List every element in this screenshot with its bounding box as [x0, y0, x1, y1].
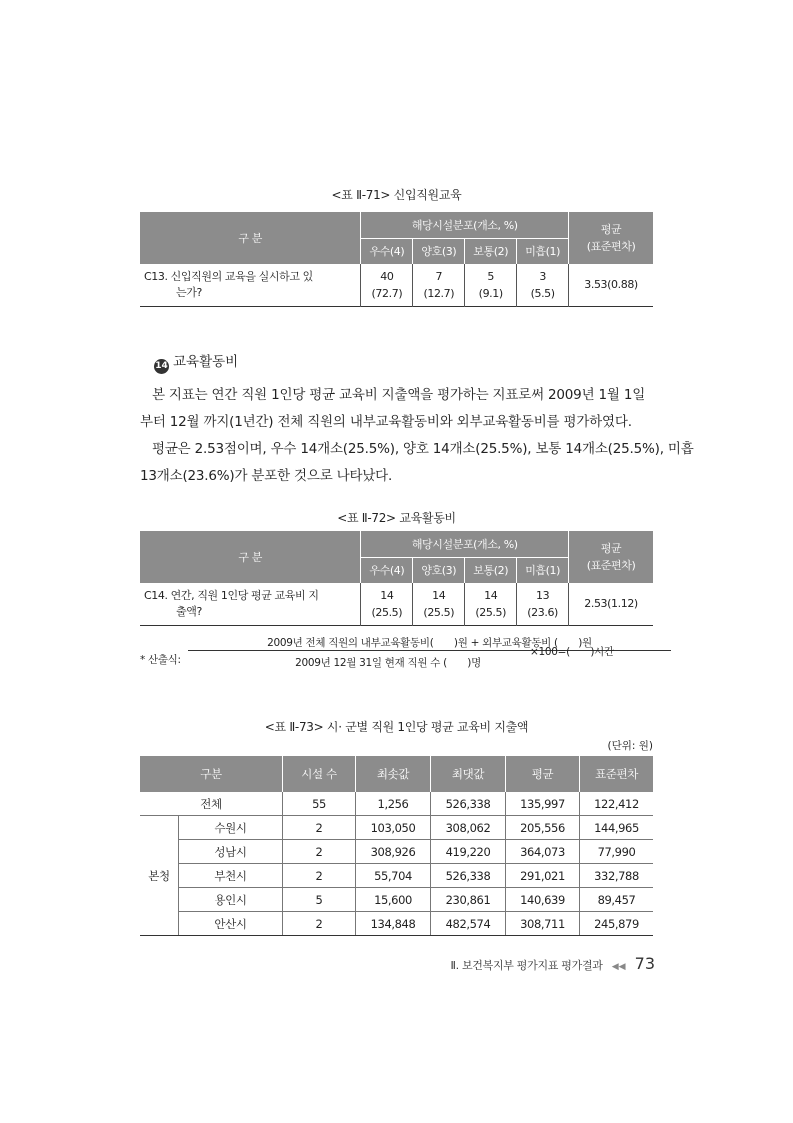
- count: 13: [536, 588, 550, 602]
- table-row-total: [140, 792, 653, 816]
- question-c13: [140, 264, 361, 306]
- section-title-text: 교육활동비: [173, 354, 239, 370]
- table-71: [140, 212, 653, 307]
- cell-sd: 122,412: [580, 792, 654, 816]
- table-73-caption: <표 Ⅱ-73> 시· 군별 직원 1인당 평균 교육비 지출액: [264, 720, 529, 734]
- formula-label: * 산출식:: [140, 654, 181, 666]
- cell-mean: 140,639: [506, 888, 580, 912]
- cell-min: 15,600: [356, 888, 431, 912]
- section-number-badge: 14: [154, 359, 169, 374]
- header-col-excellent: 우수(4): [361, 238, 413, 264]
- question-c14: [140, 583, 361, 625]
- section-title: [154, 350, 238, 374]
- table-row: [140, 912, 653, 936]
- cell-max: 526,338: [431, 792, 506, 816]
- question-line1: C14. 연간, 직원 1인당 평균 교육비 지: [144, 588, 319, 602]
- cell-min: 134,848: [356, 912, 431, 936]
- row-label: 성남시: [179, 840, 283, 864]
- cell-sd: 245,879: [580, 912, 654, 936]
- header-sd-label: (표준편차): [586, 559, 636, 572]
- header-average-label: 평균: [600, 542, 622, 555]
- header-gubun: 구 분: [238, 551, 262, 564]
- formula-numerator: 2009년 전체 직원의 내부교육활동비( )원 + 외부교육활동비 ( )원: [267, 637, 592, 649]
- cell-min: 55,704: [356, 864, 431, 888]
- unit-label: (단위: 원): [607, 740, 653, 752]
- footer-chapter-text: Ⅱ. 보건복지부 평가지표 평가결과: [450, 959, 603, 972]
- header-col-good: 양호(3): [413, 557, 465, 583]
- row-label: 수원시: [179, 816, 283, 840]
- table-73-header-row: [140, 756, 653, 792]
- question-line2: 출액?: [176, 604, 202, 618]
- header-min: 최솟값: [356, 756, 431, 792]
- row-label: 전체: [140, 792, 283, 816]
- cell-count: 2: [283, 816, 356, 840]
- header-col-good: 양호(3): [413, 238, 465, 264]
- header-average: [569, 212, 653, 264]
- cell-fair: [465, 583, 517, 625]
- count: 5: [487, 269, 495, 283]
- table-73: [140, 756, 653, 936]
- percent: (25.5): [475, 605, 507, 619]
- cell-mean: 308,711: [506, 912, 580, 936]
- count: 7: [435, 269, 443, 283]
- question-line1: C13. 신입직원의 교육을 실시하고 있: [144, 269, 313, 283]
- header-average-label: 평균: [600, 223, 622, 236]
- percent: (25.5): [371, 605, 403, 619]
- cell-mean: 135,997: [506, 792, 580, 816]
- table-row: [140, 816, 653, 840]
- para1-line1: 본 지표는 연간 직원 1인당 평균 교육비 지출액을 평가하는 지표로써 2009년 1월 1일: [152, 387, 646, 403]
- header-col-poor: 미흡(1): [517, 557, 569, 583]
- cell-average: 3.53(0.88): [569, 264, 653, 306]
- row-label: 부천시: [179, 864, 283, 888]
- cell-max: 308,062: [431, 816, 506, 840]
- percent: (9.1): [478, 286, 503, 300]
- formula-denominator: 2009년 12월 31일 현재 직원 수 ( )명: [295, 657, 481, 669]
- table-row: [140, 583, 653, 625]
- cell-poor: [517, 264, 569, 306]
- cell-count: 5: [283, 888, 356, 912]
- cell-excellent: [361, 264, 413, 306]
- header-distribution: 해당시설분포(개소, %): [361, 531, 569, 557]
- cell-fair: [465, 264, 517, 306]
- cell-good: [413, 264, 465, 306]
- table-row: [140, 840, 653, 864]
- percent: (5.5): [530, 286, 555, 300]
- header-average: [569, 531, 653, 583]
- formula: [140, 637, 660, 674]
- cell-max: 230,861: [431, 888, 506, 912]
- table-row: [140, 888, 653, 912]
- header-distribution: 해당시설분포(개소, %): [361, 212, 569, 238]
- cell-min: 103,050: [356, 816, 431, 840]
- header-facility-count: 시설 수: [283, 756, 356, 792]
- para2-line1: 평균은 2.53점이며, 우수 14개소(25.5%), 양호 14개소(25.5%), 보통 14개소(25.5%), 미흡: [152, 441, 694, 457]
- cell-excellent: [361, 583, 413, 625]
- header-max: 최댓값: [431, 756, 506, 792]
- formula-suffix: ×100=( )시간: [530, 646, 614, 658]
- cell-mean: 364,073: [506, 840, 580, 864]
- cell-count: 55: [283, 792, 356, 816]
- percent: (23.6): [527, 605, 558, 619]
- header-col-poor: 미흡(1): [517, 238, 569, 264]
- header-sd: 표준편차: [580, 756, 654, 792]
- percent: (25.5): [423, 605, 455, 619]
- question-line2: 는가?: [176, 285, 202, 299]
- table-row: [140, 264, 653, 306]
- count: 14: [380, 588, 394, 602]
- table-72-caption: <표 Ⅱ-72> 교육활동비: [337, 511, 456, 525]
- cell-max: 419,220: [431, 840, 506, 864]
- table-row: [140, 864, 653, 888]
- cell-sd: 332,788: [580, 864, 654, 888]
- count: 3: [539, 269, 546, 283]
- cell-max: 526,338: [431, 864, 506, 888]
- count: 14: [432, 588, 446, 602]
- page-footer: [380, 954, 655, 973]
- page-number: 73: [634, 954, 655, 973]
- header-gubun: 구분: [200, 767, 222, 781]
- table-71-caption: <표 Ⅱ-71> 신입직원교육: [331, 188, 462, 202]
- cell-count: 2: [283, 912, 356, 936]
- row-label: 용인시: [179, 888, 283, 912]
- cell-count: 2: [283, 840, 356, 864]
- count: 40: [380, 269, 394, 283]
- header-mean: 평균: [506, 756, 580, 792]
- cell-good: [413, 583, 465, 625]
- cell-max: 482,574: [431, 912, 506, 936]
- header-col-fair: 보통(2): [465, 557, 517, 583]
- group-label: 본청: [140, 816, 179, 936]
- row-label: 안산시: [179, 912, 283, 936]
- count: 14: [484, 588, 498, 602]
- header-gubun: 구 분: [238, 232, 262, 245]
- table-72: [140, 531, 653, 626]
- cell-sd: 89,457: [580, 888, 654, 912]
- cell-sd: 144,965: [580, 816, 654, 840]
- section-body: [140, 382, 694, 490]
- percent: (72.7): [371, 286, 403, 300]
- cell-mean: 205,556: [506, 816, 580, 840]
- cell-poor: [517, 583, 569, 625]
- header-sd-label: (표준편차): [586, 240, 636, 253]
- cell-min: 308,926: [356, 840, 431, 864]
- header-col-fair: 보통(2): [465, 238, 517, 264]
- cell-count: 2: [283, 864, 356, 888]
- percent: (12.7): [423, 286, 455, 300]
- para1-line2: 부터 12월 까지(1년간) 전체 직원의 내부교육활동비와 외부교육활동비를 평가하였다.: [140, 414, 632, 430]
- cell-min: 1,256: [356, 792, 431, 816]
- cell-average: 2.53(1.12): [569, 583, 653, 625]
- header-col-excellent: 우수(4): [361, 557, 413, 583]
- cell-sd: 77,990: [580, 840, 654, 864]
- para2-line2: 13개소(23.6%)가 분포한 것으로 나타났다.: [140, 468, 393, 484]
- double-arrow-icon: ◀◀: [611, 962, 626, 972]
- cell-mean: 291,021: [506, 864, 580, 888]
